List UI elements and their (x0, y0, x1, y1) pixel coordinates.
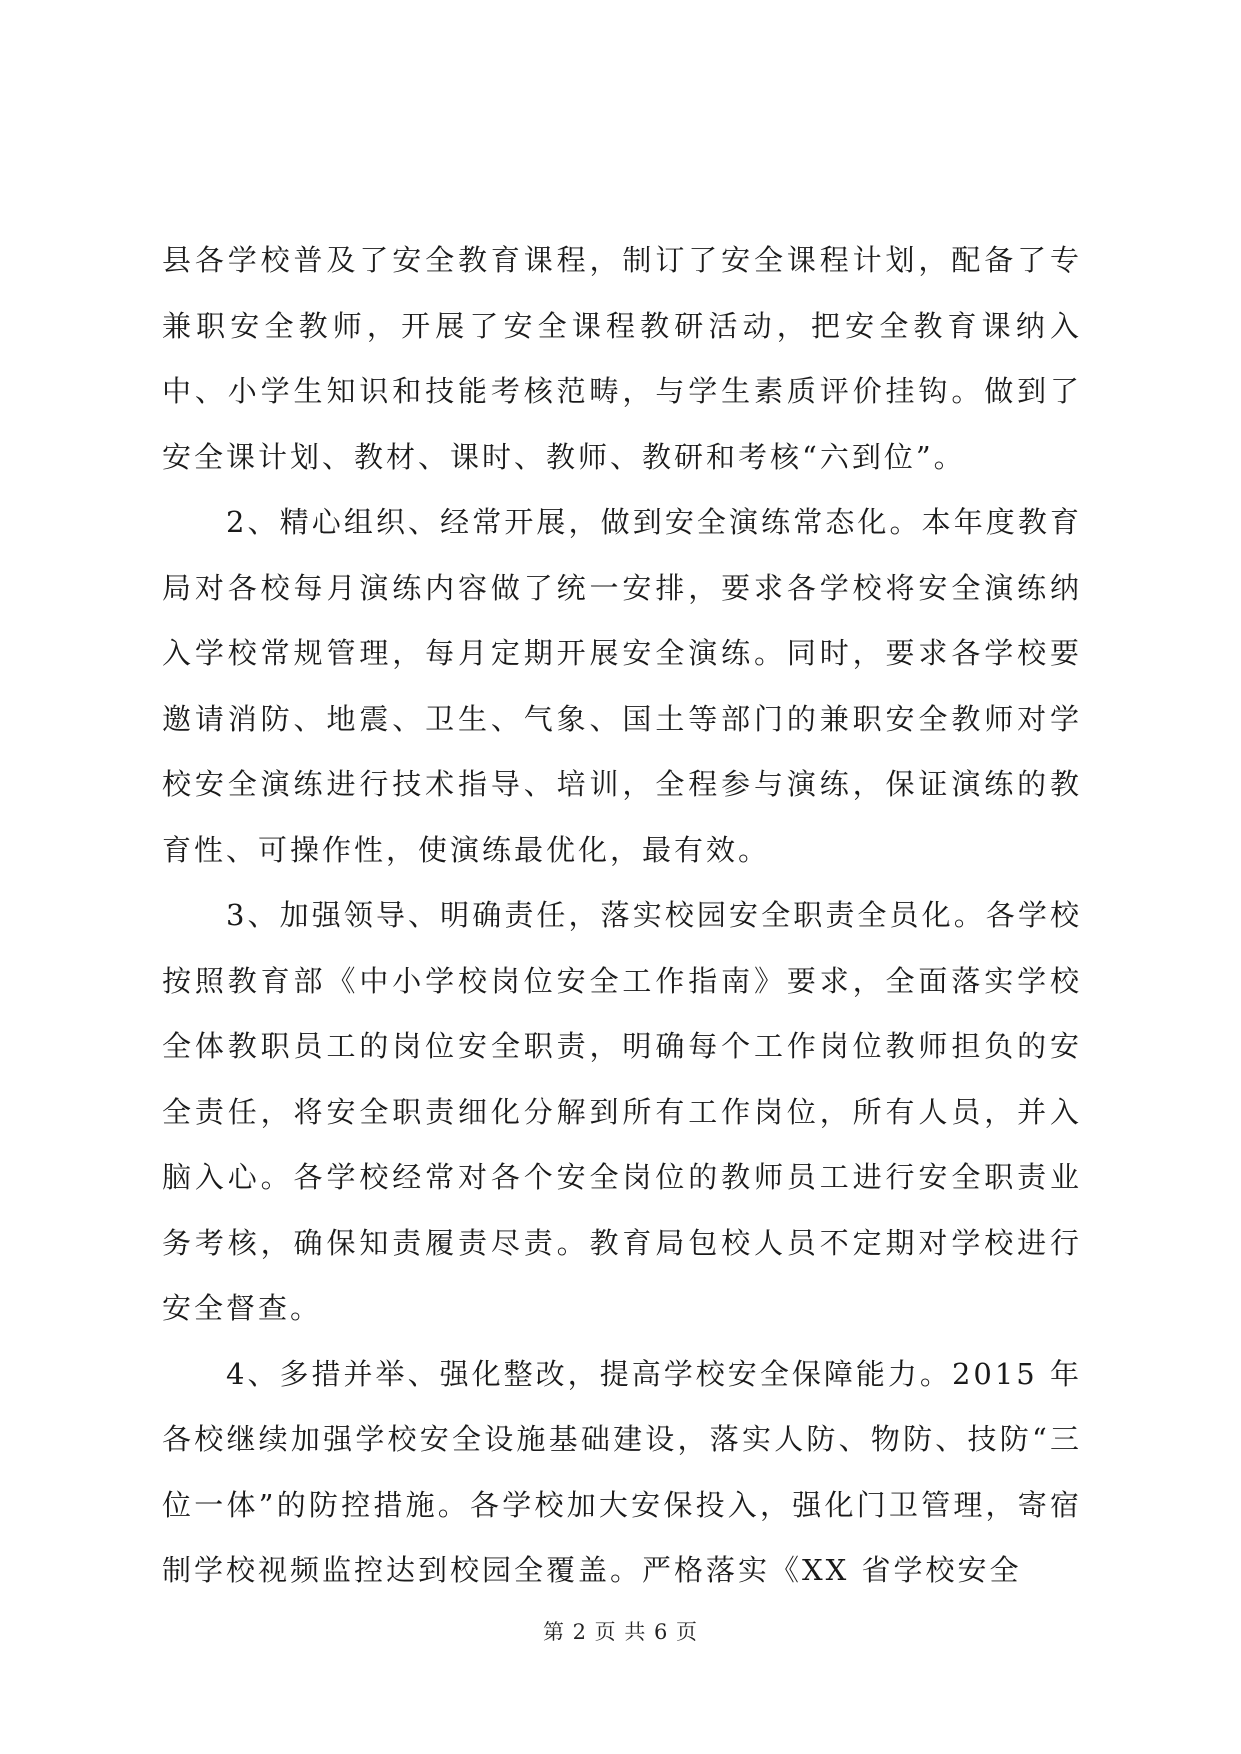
paragraph-item-3: 3、加强领导、明确责任，落实校园安全职责全员化。各学校按照教育部《中小学校岗位安全工作指南》要求，全面落实学校全体教职员工的岗位安全职责，明确每个工作岗位教师担负的安全责任，将安全职责细化分解到所有工作岗位，所有人员，并入脑入心。各学校经常对各个安全岗位的教师员工进行安全职责业务考核，确保知责履责尽责。教育局包校人员不定期对学校进行安全督查。 (162, 898, 1082, 1325)
paragraph-item-2: 2、精心组织、经常开展，做到安全演练常态化。本年度教育局对各校每月演练内容做了统一安排，要求各学校将安全演练纳入学校常规管理，每月定期开展安全演练。同时，要求各学校要邀请消防、地震、卫生、气象、国土等部门的兼职安全教师对学校安全演练进行技术指导、培训，全程参与演练，保证演练的教育性、可操作性，使演练最优化，最有效。 (162, 505, 1082, 867)
paragraph-continuation: 县各学校普及了安全教育课程，制订了安全课程计划，配备了专兼职安全教师，开展了安全课程教研活动，把安全教育课纳入中、小学生知识和技能考核范畴，与学生素质评价挂钩。做到了安全课计划、教材、课时、教师、教研和考核“六到位”。 (162, 243, 1082, 474)
page-number-label: 第 2 页 共 6 页 (542, 1620, 699, 1644)
paragraph-item-4: 4、多措并举、强化整改，提高学校安全保障能力。2015 年各校继续加强学校安全设施基础建设，落实人防、物防、技防“三位一体”的防控措施。各学校加大安保投入，强化门卫管理，寄宿制学校视频监控达到校园全覆盖。严格落实《XX 省学校安全 (162, 1356, 1082, 1587)
page-footer (0, 1616, 1241, 1646)
document-body (162, 228, 1082, 1604)
